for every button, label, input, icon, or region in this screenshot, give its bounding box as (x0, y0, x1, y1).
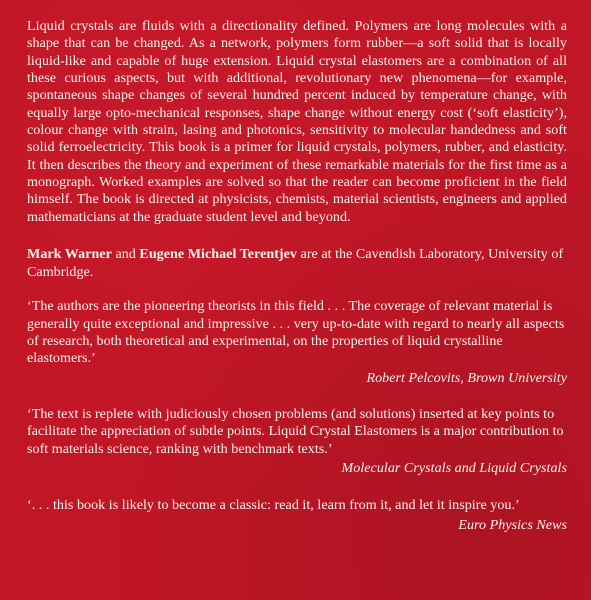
review-1 (27, 298, 567, 387)
review-source: Robert Pelcovits, Brown University (366, 369, 567, 386)
review-source: Molecular Crystals and Liquid Crystals (341, 460, 567, 477)
book-description: Liquid crystals are fluids with a directionality defined. Polymers are long molecules with a shape that can be changed. As a network, polymers form rubber—a soft solid that is locally liquid-like and capable of huge extension. Liquid crystal elastomers are a combination of all these curious aspects, but with additional, revolutionary new phenomena—for example, spontaneous shape changes of several hundred percent induced by temperature change, with equally large opto-mechanical responses, shape change without energy cost (‘soft elasticity’), colour change with strain, lasing and photonics, sensitivity to molecular handedness and soft solid ferroelectricity. This book is a primer for liquid crystals, polymers, rubber, and elasticity. It then describes the theory and experiment of these remarkable materials for the first time as a monograph. Worked examples are solved so that the reader can become proficient in the field himself. The book is directed at physicists, chemists, material scientists, engineers and applied mathematicians at the graduate student level and beyond. (27, 18, 567, 225)
author-conjunction: and (111, 246, 140, 263)
review-quote: ‘. . . this book is likely to become a classic: read it, learn from it, and let it inspire you.’ (27, 497, 520, 514)
review-quote: ‘The text is replete with judiciously chosen problems (and solutions) inserted at key points to facilitate the appreciation of subtle points. Liquid Crystal Elastomers is a major contribution to soft materials science, ranking with benchmark texts.’ (27, 406, 564, 457)
author-affiliation: are at the Cavendish Laboratory, University of Cambridge. (27, 246, 564, 280)
author-info (27, 246, 567, 281)
review-3 (27, 497, 567, 534)
review-quote: ‘The authors are the pioneering theorists in this field . . . The coverage of relevant material is generally quite exceptional and impressive . . . very up-to-date with regard to nearly all aspects of research, both theoretical and experimental, on the properties of liquid crystalline elastomers.’ (27, 298, 565, 367)
review-2 (27, 406, 567, 477)
review-source: Euro Physics News (458, 516, 567, 533)
author-name-1: Mark Warner (27, 246, 112, 263)
author-name-2: Eugene Michael Terentjev (139, 246, 297, 263)
